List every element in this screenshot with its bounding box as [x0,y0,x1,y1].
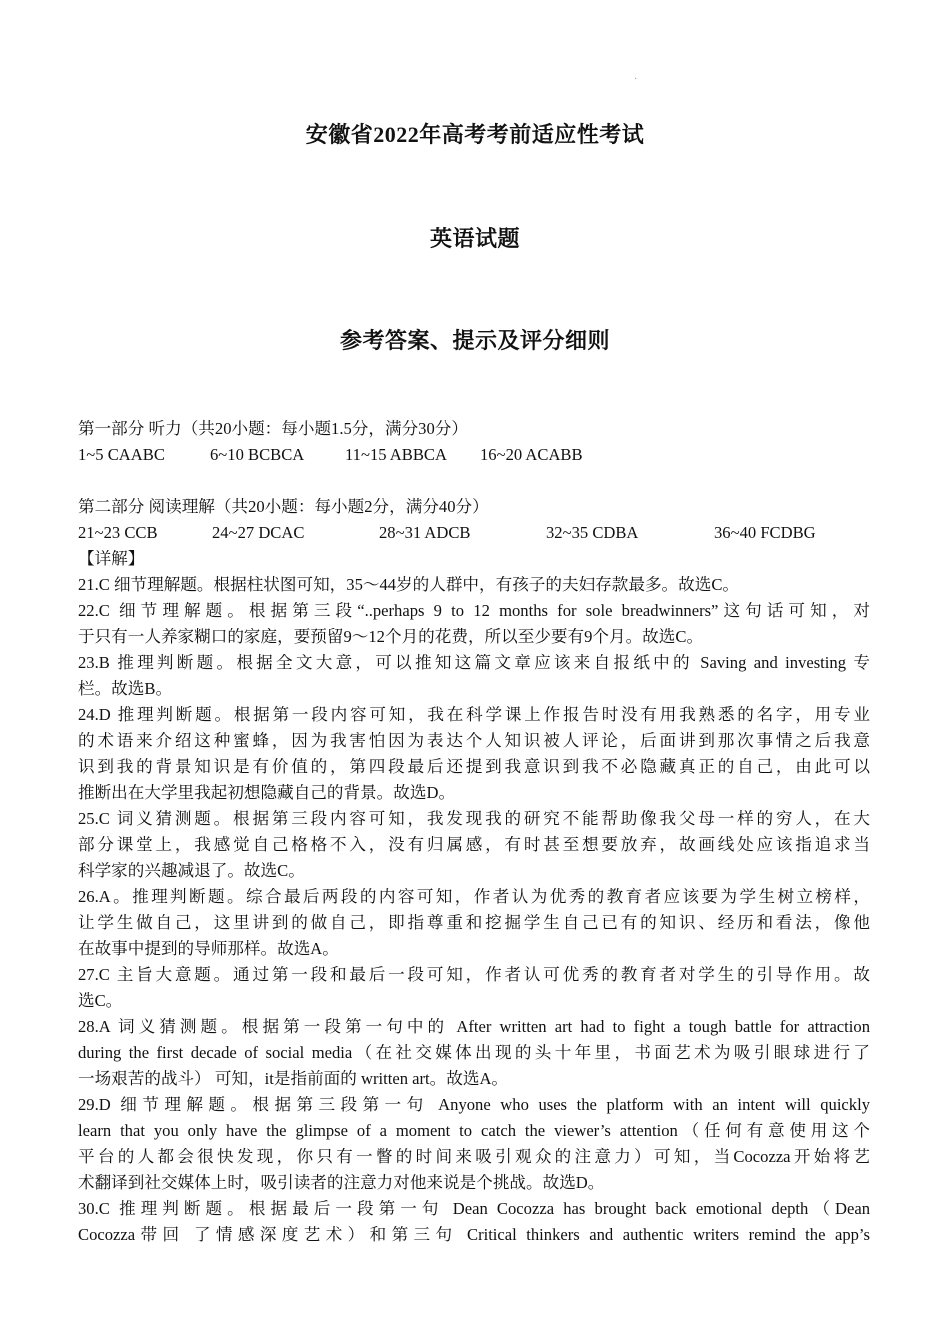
explanation-line: 22.C 细节理解题。根据第三段“..perhaps 9 to 12 months for sole breadwinners”这句话可知，对 [78,601,870,620]
explanation-line: 于只有一人养家糊口的家庭，要预留9～12个月的花费，所以至少要有9个月。故选C。 [78,627,704,646]
explanation-line: 21.C 细节理解题。根据柱状图可知，35～44岁的人群中，有孩子的夫妇存款最多。故选C。 [78,575,739,594]
answer-group: 36~40 FCDBG [714,523,816,542]
explanation-line: 27.C 主旨大意题。通过第一段和最后一段可知，作者认可优秀的教育者对学生的引导作用。故 [78,965,870,984]
document-body [78,416,870,1248]
answer-group: 6~10 BCBCA [210,445,305,464]
part2-answer-row [78,520,870,546]
exam-title: 安徽省2022年高考考前适应性考试 [305,122,645,147]
explanation-line: Cocozza带回 了情感深度艺术）和第三句 Critical thinkers and authentic writers remind the app’s [78,1225,870,1244]
spacer [78,468,870,494]
part1-answer-row [78,442,870,468]
explanation-line: 24.D 推理判断题。根据第一段内容可知，我在科学课上作报告时没有用我熟悉的名字，用专业 [78,705,870,724]
explanation-line: 推断出在大学里我起初想隐藏自己的背景。故选D。 [78,783,456,802]
explanation-line: 平台的人都会很快发现，你只有一瞥的时间来吸引观众的注意力）可知，当Cocozza开始将艺 [78,1147,870,1166]
answer-group: 11~15 ABBCA [345,445,447,464]
explanation-line: 25.C 词义猜测题。根据第三段内容可知，我发现我的研究不能帮助像我父母一样的穷人，在大 [78,809,870,828]
answer-group: 1~5 CAABC [78,445,165,464]
answer-key-title: 参考答案、提示及评分细则 [339,328,610,353]
explanation-line: 一场艰苦的战斗） 可知，it是指前面的 written art。故选A。 [78,1069,509,1088]
explanation-line: 26.A。推理判断题。综合最后两段的内容可知，作者认为优秀的教育者应该要为学生树立榜样， [78,887,870,906]
answer-group: 32~35 CDBA [546,523,639,542]
explanation-line: 23.B 推理判断题。根据全文大意，可以推知这篇文章应该来自报纸中的 Saving and investing 专 [78,653,870,672]
explanation-line: 识到我的背景知识是有价值的，第四段最后还提到我意识到我不必隐藏真正的自己，由此可以 [78,757,870,776]
explanation-line: 在故事中提到的导师那样。故选A。 [78,939,339,958]
part1-heading: 第一部分 听力（共20小题：每小题1.5分，满分30分） [78,419,468,438]
answer-group: 21~23 CCB [78,523,158,542]
explanation-line: 的术语来介绍这种蜜蜂，因为我害怕因为表达个人知识被人评论，后面讲到那次事情之后我意 [78,731,870,750]
explanation-line: 科学家的兴趣减退了。故选C。 [78,861,305,880]
explanation-line: 让学生做自己，这里讲到的做自己，即指尊重和挖掘学生自己已有的知识、经历和看法，像他 [78,913,870,932]
explanation-line: 术翻译到社交媒体上时，吸引读者的注意力对他来说是个挑战。故选D。 [78,1173,605,1192]
explanation-line: 选C。 [78,991,123,1010]
answer-group: 28~31 ADCB [379,523,471,542]
explanation-line: 部分课堂上，我感觉自己格格不入，没有归属感，有时甚至想要放弃，故画线处应该指追求当 [78,835,870,854]
explanation-line: 29.D 细节理解题。根据第三段第一句 Anyone who uses the platform with an intent will quickly [78,1095,870,1114]
answer-group: 16~20 ACABB [480,445,583,464]
explanation-line: 28.A 词义猜测题。根据第一段第一句中的 After written art had to fight a tough battle for attraction [78,1017,870,1036]
answer-group: 24~27 DCAC [212,523,305,542]
explanation-line: 栏。故选B。 [78,679,173,698]
explanation-line: learn that you only have the glimpse of a moment to catch the viewer’s attention（任何有意使用这个 [78,1121,870,1140]
explanation-line: during the first decade of social media（在社交媒体出现的头十年里，书面艺术为吸引眼球进行了 [78,1043,870,1062]
detail-label: 【详解】 [78,549,145,568]
page-marker: · [634,74,638,85]
explanation-line: 30.C 推理判断题。根据最后一段第一句 Dean Cocozza has brought back emotional depth（Dean [78,1199,870,1218]
subject-title: 英语试题 [429,226,520,251]
part2-heading: 第二部分 阅读理解（共20小题：每小题2分，满分40分） [78,497,489,516]
